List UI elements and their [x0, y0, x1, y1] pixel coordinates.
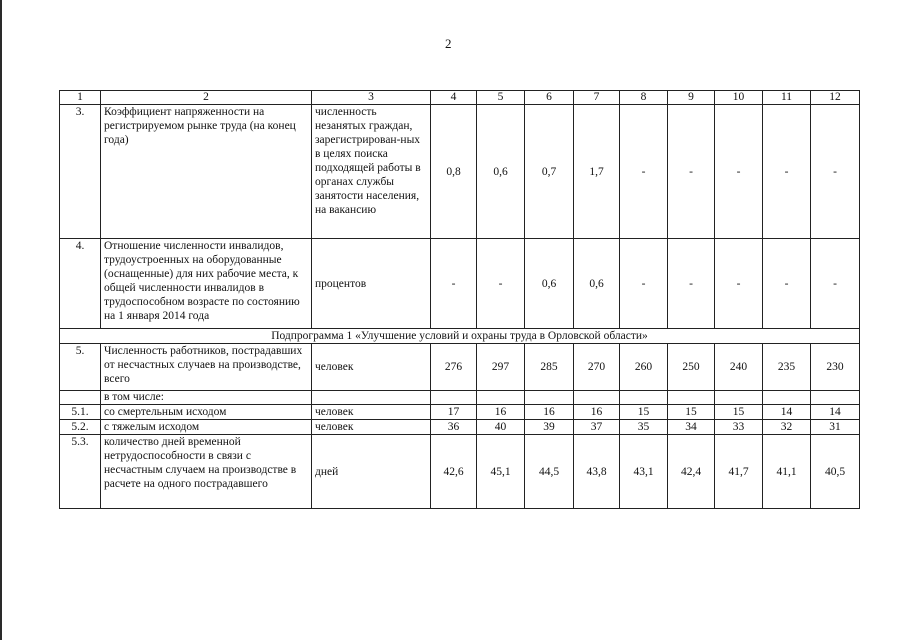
header-cell: 3 [312, 91, 431, 105]
indicator-name: в том числе: [101, 391, 312, 405]
unit-cell: дней [312, 435, 431, 509]
subprogram-row [60, 329, 860, 344]
value-cell: - [763, 239, 811, 329]
value-cell: 31 [811, 420, 860, 435]
table-header-row [60, 91, 860, 105]
value-cell: 16 [574, 405, 620, 420]
row-number [60, 391, 101, 405]
value-cell: 260 [620, 344, 668, 391]
value-cell: 250 [668, 344, 715, 391]
value-cell: 45,1 [477, 435, 525, 509]
indicator-name: Коэффициент напряженности на регистрируемом рынке труда (на конец года) [101, 105, 312, 239]
value-cell: - [668, 239, 715, 329]
value-cell: 43,1 [620, 435, 668, 509]
row-number: 4. [60, 239, 101, 329]
header-cell: 6 [525, 91, 574, 105]
value-cell: 270 [574, 344, 620, 391]
table-row [60, 405, 860, 420]
header-cell: 2 [101, 91, 312, 105]
indicator-name: количество дней временной нетрудоспособности в связи с несчастным случаем на производстве в расчете на одного пострадавшего [101, 435, 312, 509]
value-cell: 0,8 [431, 105, 477, 239]
value-cell: 14 [811, 405, 860, 420]
unit-cell [312, 391, 431, 405]
value-cell [763, 391, 811, 405]
header-cell: 5 [477, 91, 525, 105]
value-cell: 44,5 [525, 435, 574, 509]
page-number: 2 [445, 36, 452, 51]
row-number: 5. [60, 344, 101, 391]
table-row [60, 420, 860, 435]
header-cell: 1 [60, 91, 101, 105]
value-cell [431, 391, 477, 405]
table-row [60, 105, 860, 239]
unit-cell: человек [312, 405, 431, 420]
value-cell: - [811, 105, 860, 239]
unit-cell: человек [312, 420, 431, 435]
value-cell: 40,5 [811, 435, 860, 509]
value-cell: - [620, 239, 668, 329]
value-cell: - [620, 105, 668, 239]
header-cell: 7 [574, 91, 620, 105]
value-cell: 42,4 [668, 435, 715, 509]
value-cell: 14 [763, 405, 811, 420]
value-cell [525, 391, 574, 405]
value-cell: 32 [763, 420, 811, 435]
unit-cell: человек [312, 344, 431, 391]
value-cell: 1,7 [574, 105, 620, 239]
page-left-edge [0, 0, 2, 640]
value-cell: 0,6 [574, 239, 620, 329]
value-cell [574, 391, 620, 405]
row-number: 5.2. [60, 420, 101, 435]
value-cell [668, 391, 715, 405]
value-cell: 0,6 [525, 239, 574, 329]
value-cell: 16 [477, 405, 525, 420]
value-cell: 34 [668, 420, 715, 435]
value-cell: 42,6 [431, 435, 477, 509]
value-cell: - [715, 239, 763, 329]
header-cell: 8 [620, 91, 668, 105]
subprogram-title: Подпрограмма 1 «Улучшение условий и охраны труда в Орловской области» [60, 329, 860, 344]
value-cell: - [763, 105, 811, 239]
header-cell: 12 [811, 91, 860, 105]
value-cell: 17 [431, 405, 477, 420]
value-cell: - [811, 239, 860, 329]
value-cell: 37 [574, 420, 620, 435]
value-cell: 40 [477, 420, 525, 435]
table-row [60, 391, 860, 405]
value-cell: 39 [525, 420, 574, 435]
value-cell: 15 [620, 405, 668, 420]
value-cell: 276 [431, 344, 477, 391]
header-cell: 10 [715, 91, 763, 105]
value-cell [811, 391, 860, 405]
value-cell: 0,7 [525, 105, 574, 239]
value-cell: 0,6 [477, 105, 525, 239]
value-cell: - [715, 105, 763, 239]
value-cell: 15 [715, 405, 763, 420]
value-cell: 285 [525, 344, 574, 391]
indicator-name: Численность работников, пострадавших от несчастных случаев на производстве, всего [101, 344, 312, 391]
indicator-name: Отношение численности инвалидов, трудоустроенных на оборудованные (оснащенные) для них рабочие места, к общей численности инвалидов в трудоспособном возрасте по состоянию на 1 января 2014 года [101, 239, 312, 329]
value-cell: 240 [715, 344, 763, 391]
value-cell: 297 [477, 344, 525, 391]
value-cell: 41,7 [715, 435, 763, 509]
value-cell: 41,1 [763, 435, 811, 509]
value-cell: 235 [763, 344, 811, 391]
indicator-name: с тяжелым исходом [101, 420, 312, 435]
value-cell: 33 [715, 420, 763, 435]
header-cell: 11 [763, 91, 811, 105]
value-cell: - [668, 105, 715, 239]
value-cell: - [477, 239, 525, 329]
value-cell: 36 [431, 420, 477, 435]
value-cell: 43,8 [574, 435, 620, 509]
value-cell: - [431, 239, 477, 329]
value-cell: 16 [525, 405, 574, 420]
value-cell [715, 391, 763, 405]
table-row [60, 344, 860, 391]
indicators-table [59, 90, 860, 509]
indicator-name: со смертельным исходом [101, 405, 312, 420]
row-number: 5.3. [60, 435, 101, 509]
value-cell [477, 391, 525, 405]
value-cell: 230 [811, 344, 860, 391]
unit-cell: численность незанятых граждан, зарегистрирован-ных в целях поиска подходящей работы в органах службы занятости населения, на вакансию [312, 105, 431, 239]
table-row [60, 435, 860, 509]
table-row [60, 239, 860, 329]
header-cell: 4 [431, 91, 477, 105]
unit-cell: процентов [312, 239, 431, 329]
value-cell [620, 391, 668, 405]
value-cell: 15 [668, 405, 715, 420]
header-cell: 9 [668, 91, 715, 105]
row-number: 5.1. [60, 405, 101, 420]
value-cell: 35 [620, 420, 668, 435]
row-number: 3. [60, 105, 101, 239]
